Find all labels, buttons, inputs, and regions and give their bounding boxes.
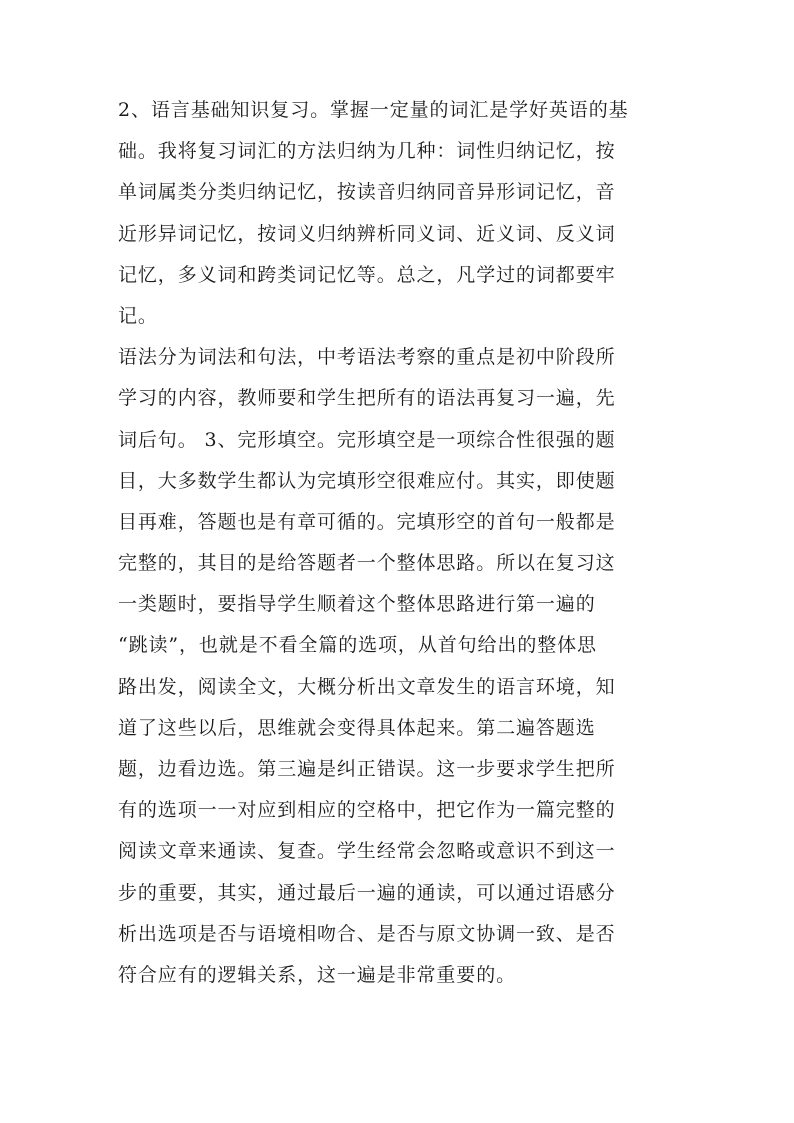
text-line: 题，边看边选。第三遍是纠正错误。这一步要求学生把所: [118, 758, 616, 780]
text-line: 符合应有的逻辑关系，这一遍是非常重要的。: [118, 963, 517, 986]
text-line: 记忆，多义词和跨类词记忆等。总之，凡学过的词都要牢: [118, 263, 616, 286]
text-line: 近形异词记忆，按词义归纳辨析同义词、近义词、反义词: [118, 222, 616, 245]
text-line: 语法分为词法和句法，中考语法考察的重点是初中阶段所: [118, 346, 616, 369]
text-line: 单词属类分类归纳记忆，按读音归纳同音异形词记忆，音: [118, 181, 616, 204]
text-line: 词后句。 3、完形填空。完形填空是一项综合性很强的题: [118, 428, 616, 451]
document-body: [118, 90, 678, 996]
text-line: 一类题时，要指导学生顺着这个整体思路进行第一遍的: [118, 593, 596, 616]
text-line: 记。: [118, 304, 158, 327]
text-line: 2、语言基础知识复习。掌握一定量的词汇是学好英语的基: [118, 99, 629, 121]
text-line: 步的重要，其实，通过最后一遍的通读，可以通过语感分: [118, 881, 616, 904]
text-line: 道了这些以后，思维就会变得具体起来。第二遍答题选: [118, 716, 596, 739]
text-line: 阅读文章来通读、复查。学生经常会忽略或意识不到这一: [118, 840, 616, 863]
text-line: 目再难，答题也是有章可循的。完填形空的首句一般都是: [118, 510, 616, 533]
text-line: 完整的，其目的是给答题者一个整体思路。所以在复习这: [118, 552, 616, 575]
text-line: 学习的内容，教师要和学生把所有的语法再复习一遍，先: [118, 387, 616, 410]
text-line: 础。我将复习词汇的方法归纳为几种：词性归纳记忆，按: [118, 140, 616, 163]
text-line: “跳读”，也就是不看全篇的选项，从首句给出的整体思: [118, 634, 597, 657]
text-line: 路出发，阅读全文，大概分析出文章发生的语言环境，知: [118, 675, 616, 698]
text-line: 有的选项一一对应到相应的空格中，把它作为一篇完整的: [118, 799, 616, 822]
text-line: 目，大多数学生都认为完填形空很难应付。其实，即使题: [118, 469, 616, 492]
text-line: 析出选项是否与语境相吻合、是否与原文协调一致、是否: [118, 922, 616, 945]
